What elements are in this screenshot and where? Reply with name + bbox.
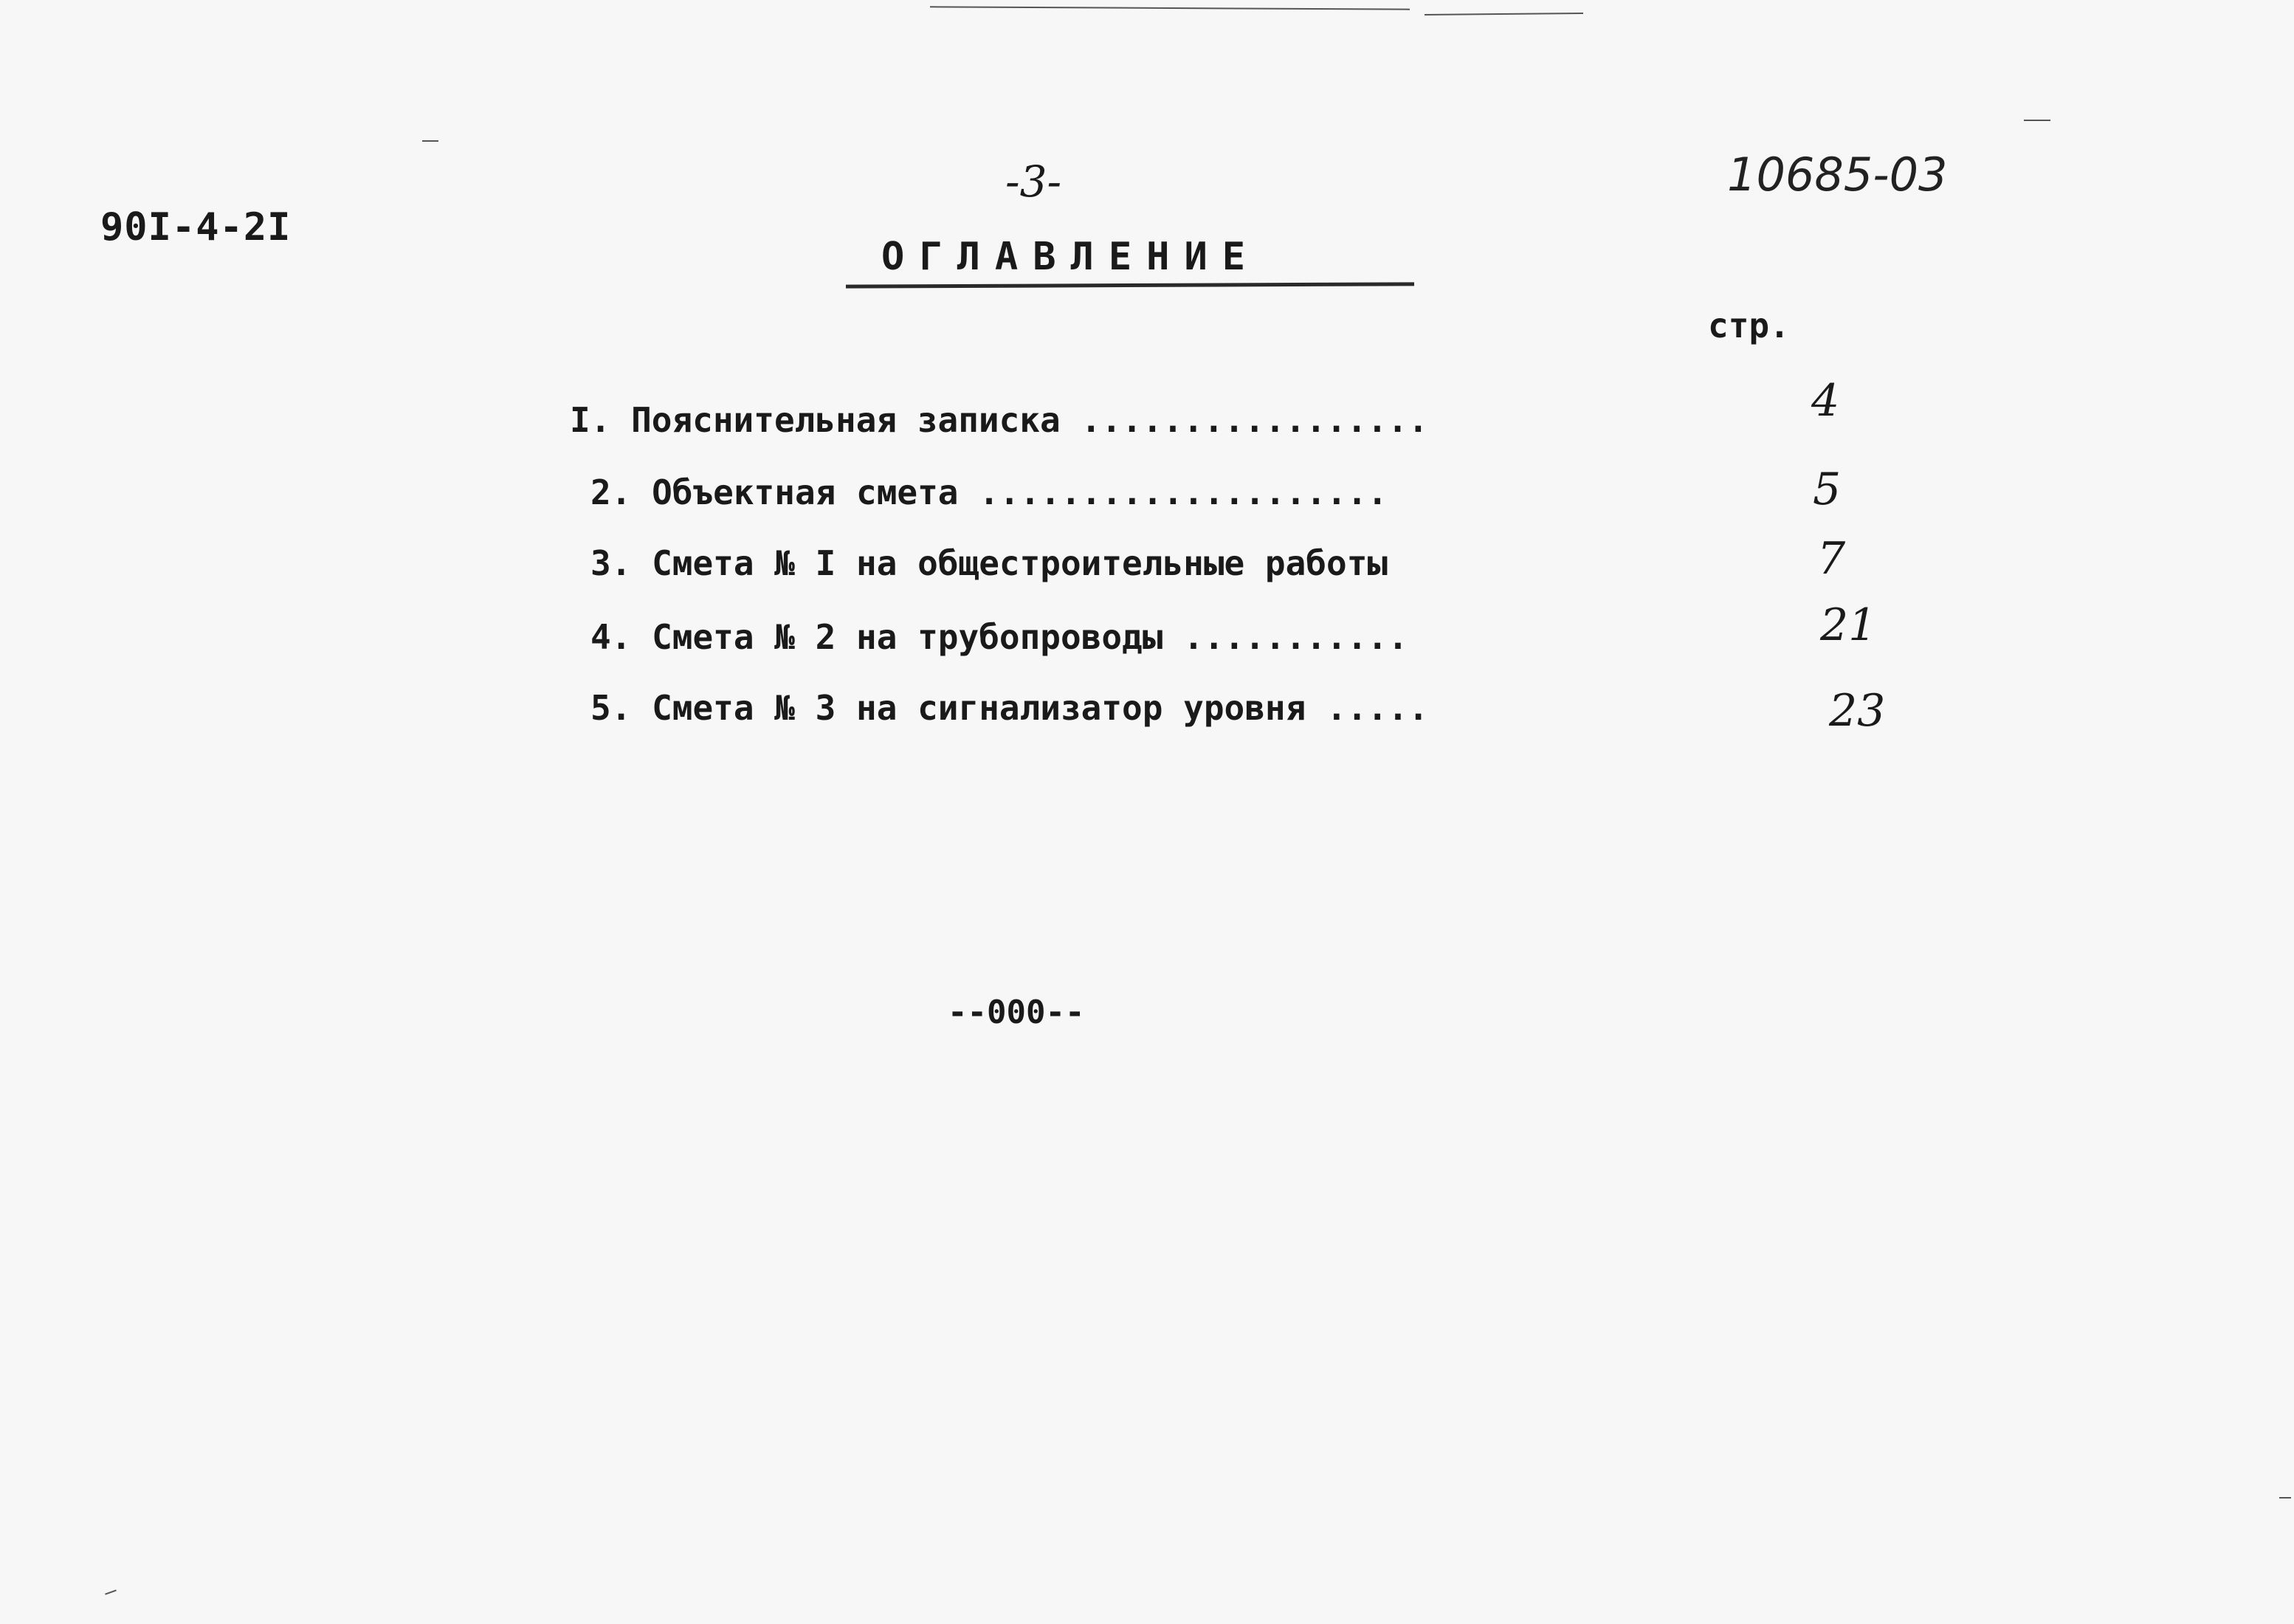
toc-item: 4. Смета № 2 на трубопроводы ........... xyxy=(590,617,1408,657)
toc-page-number: 21 xyxy=(1820,599,1877,651)
scan-mark-edge-right xyxy=(2279,1497,2291,1499)
toc-item: 5. Смета № 3 на сигнализатор уровня ..... xyxy=(590,688,1429,728)
toc-item: I. Пояснительная записка ................. xyxy=(570,400,1429,440)
toc-page-number: 4 xyxy=(1811,375,1840,427)
page-title: ОГЛАВЛЕНИЕ xyxy=(881,235,1261,279)
page-number: -3- xyxy=(1005,156,1062,207)
toc-page-number: 5 xyxy=(1813,464,1842,515)
scan-mark-left xyxy=(422,140,438,142)
scan-mark-top xyxy=(930,6,1410,10)
toc-item: 3. Смета № I на общестроительные работы xyxy=(590,543,1388,583)
toc-page-number: 23 xyxy=(1829,685,1886,737)
toc-page-number: 7 xyxy=(1817,533,1846,585)
document-code: 90I-4-2I xyxy=(100,205,292,250)
title-underline xyxy=(846,282,1414,288)
scan-mark-right xyxy=(2024,120,2050,121)
scan-mark-bottom-left xyxy=(105,1589,117,1594)
end-mark: --000-- xyxy=(948,994,1085,1031)
toc-item: 2. Объектная смета .................... xyxy=(590,472,1388,512)
scan-mark-top-right xyxy=(1425,13,1583,16)
page-column-header: стр. xyxy=(1708,306,1790,345)
archive-number: 10685-03 xyxy=(1727,148,1948,202)
